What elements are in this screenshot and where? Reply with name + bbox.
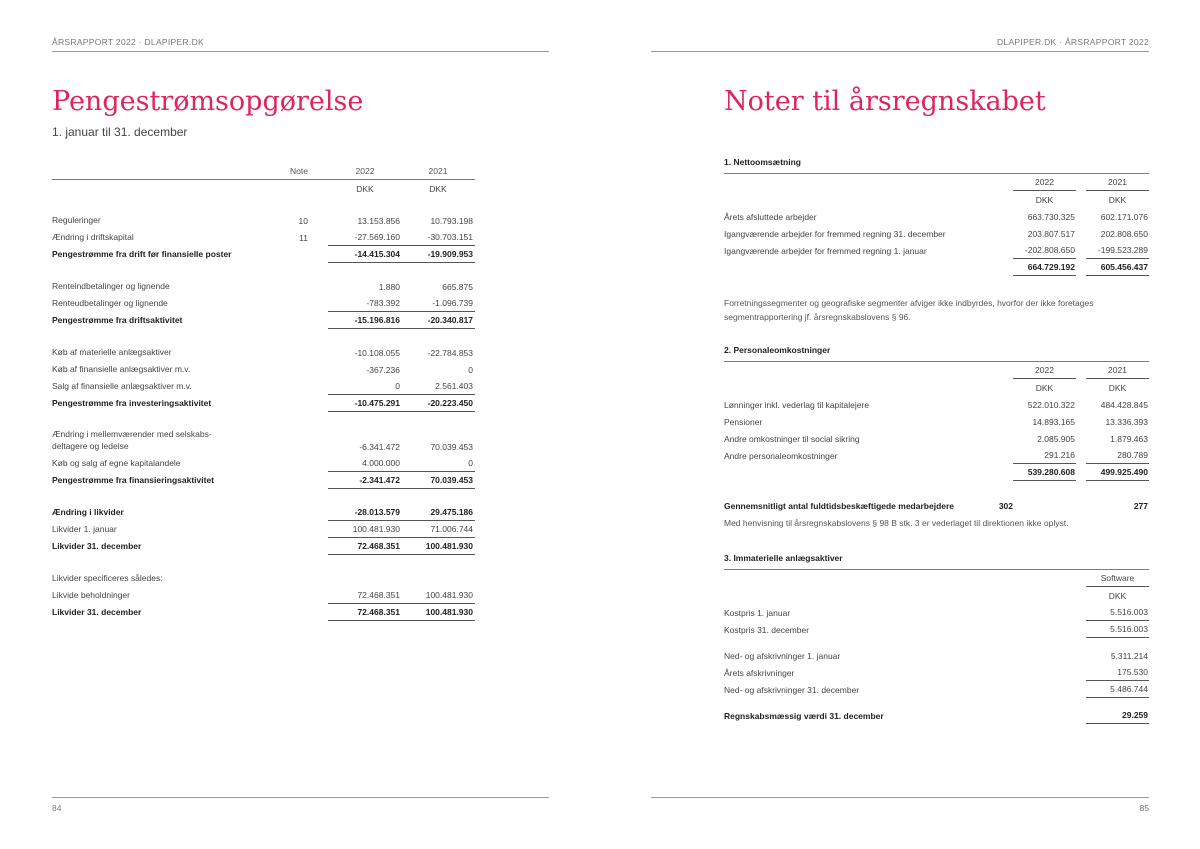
value-2021: 70.039.453 <box>430 442 473 452</box>
table-row <box>52 427 475 455</box>
software-header: Software <box>1100 573 1135 583</box>
row-label: Andre personaleomkostninger <box>724 451 838 461</box>
unit-row <box>724 587 1149 604</box>
row-label: Likvider 31. december <box>52 607 142 617</box>
row-label: Renteudbetalinger og lignende <box>52 298 168 308</box>
row-label: Igangværende arbejder for fremmed regning 1. januar <box>724 246 927 256</box>
row-label: Likvider 1. januar <box>52 524 117 534</box>
value-2021: 100.481.930 <box>425 607 473 617</box>
footer-divider <box>52 797 549 798</box>
value-2022: 522.010.322 <box>1027 400 1075 410</box>
unit-label: DKK <box>1108 195 1127 205</box>
table-row <box>52 455 475 472</box>
subtotal-row <box>52 504 475 521</box>
page-subtitle: 1. januar til 31. december <box>52 125 188 139</box>
total-row <box>724 259 1149 276</box>
note-paragraph: Med henvisning til årsregnskabslovens § 98 B stk. 3 er vederlaget til direktionen ikke oplyst. <box>724 518 1069 528</box>
row-label: Kostpris 1. januar <box>724 608 791 618</box>
table-row <box>724 396 1149 413</box>
value-2022: 13.153.856 <box>357 216 400 226</box>
table-row <box>52 570 475 587</box>
note-title: 3. Immaterielle anlægsaktiver <box>724 553 1149 570</box>
table-row <box>52 521 475 538</box>
total-row <box>724 707 1149 724</box>
row-label: Lønninger inkl. vederlag til kapitalejere <box>724 400 870 410</box>
row-label: Igangværende arbejder for fremmed regning 31. december <box>724 229 946 239</box>
header-divider <box>52 51 549 52</box>
value-2022: -27.569.160 <box>354 232 400 242</box>
value-2022: 100.481.930 <box>352 524 400 534</box>
value-2022: 2.085.905 <box>1037 434 1075 444</box>
left-page <box>52 0 549 849</box>
total-2022: 539.280.608 <box>1027 467 1075 477</box>
row-label: Køb og salg af egne kapitalandele <box>52 458 181 468</box>
row-label: Køb af materielle anlægsaktiver <box>52 347 172 357</box>
value-2022: 72.468.351 <box>357 590 400 600</box>
row-label: Ændring i driftskapital <box>52 232 134 242</box>
value-2021: -20.223.450 <box>427 398 473 408</box>
row-label: Salg af finansielle anlægsaktiver m.v. <box>52 381 192 391</box>
table-header <box>52 160 475 180</box>
table-row <box>52 295 475 312</box>
value-2021: -1.096.739 <box>432 298 473 308</box>
value-2021: 202.808.650 <box>1100 229 1148 239</box>
value-2022: -783.392 <box>366 298 400 308</box>
value-2022: -6.341.472 <box>359 442 400 452</box>
value-2022: 663.730.325 <box>1027 212 1075 222</box>
table-row <box>724 664 1149 681</box>
table-row <box>52 378 475 395</box>
value-2021: -199.523.289 <box>1097 245 1148 255</box>
value: 5.486.744 <box>1110 684 1148 694</box>
subtotal-row <box>52 312 475 329</box>
row-label: Pengestrømme fra drift før finansielle poster <box>52 249 232 259</box>
running-head: DLAPIPER.DK · ÅRSRAPPORT 2022 <box>997 37 1149 47</box>
value-2022: 72.468.351 <box>357 541 400 551</box>
note-staff-costs <box>724 345 1149 481</box>
value-2021: 71.006.744 <box>430 524 473 534</box>
total-2021: 499.925.490 <box>1100 467 1148 477</box>
value-2021: 10.793.198 <box>430 216 473 226</box>
subtotal-row <box>52 472 475 489</box>
value-2021: 280.789 <box>1117 450 1148 460</box>
year-2021-header: 2021 <box>1108 365 1127 375</box>
value-2021: -20.340.817 <box>427 315 473 325</box>
row-label: Renteindbetalinger og lignende <box>52 281 170 291</box>
value-2021: -30.703.151 <box>427 232 473 242</box>
value: 5.516.003 <box>1110 624 1148 634</box>
row-label: Likvider specificeres således: <box>52 573 163 583</box>
table-row <box>52 587 475 604</box>
table-row <box>724 242 1149 259</box>
value-2022: 0 <box>395 381 400 391</box>
value-2022: 14.893.165 <box>1032 417 1075 427</box>
unit-label: DKK <box>1035 383 1054 393</box>
row-label: Årets afskrivninger <box>724 668 795 678</box>
row-label: Køb af finansielle anlægsaktiver m.v. <box>52 364 191 374</box>
unit-label: DKK <box>1035 195 1054 205</box>
row-label: Ned- og afskrivninger 31. december <box>724 685 860 695</box>
value-2022: -10.108.055 <box>354 348 400 358</box>
value-2021: 2.561.403 <box>435 381 473 391</box>
row-label: Gennemsnitligt antal fuldtidsbeskæftigede medarbejdere <box>724 501 955 511</box>
table-row <box>52 229 475 246</box>
value-2021: -22.784.853 <box>427 348 473 358</box>
note-title: 2. Personaleomkostninger <box>724 345 1149 362</box>
table-row <box>724 430 1149 447</box>
row-label: Kostpris 31. december <box>724 625 810 635</box>
table-row <box>52 212 475 229</box>
unit-row <box>52 180 475 197</box>
unit-label: DKK <box>429 184 447 194</box>
row-label: Reguleringer <box>52 215 101 225</box>
value-2022: -14.415.304 <box>354 249 400 259</box>
value-2022: 291.216 <box>1044 450 1075 460</box>
table-row <box>724 225 1149 242</box>
page-title: Noter til årsregnskabet <box>724 86 1046 117</box>
note-revenue <box>724 157 1149 276</box>
row-label: Ændring i likvider <box>52 507 124 517</box>
unit-label: DKK <box>1108 591 1127 601</box>
value-2021: 29.475.186 <box>430 507 473 517</box>
unit-row <box>724 191 1149 208</box>
header-divider <box>651 51 1149 52</box>
column-header-row <box>724 362 1149 379</box>
row-label: Likvider 31. december <box>52 541 142 551</box>
table-row <box>724 681 1149 698</box>
total-row <box>724 464 1149 481</box>
value-2021: 602.171.076 <box>1100 212 1148 222</box>
value-2022: 4.000.000 <box>362 458 400 468</box>
unit-label: DKK <box>356 184 374 194</box>
unit-label: DKK <box>1108 383 1127 393</box>
subtotal-row <box>52 246 475 263</box>
year-2021-header: 2021 <box>428 166 448 176</box>
total-2021: 605.456.437 <box>1100 262 1148 272</box>
value-2022: 1.880 <box>378 282 400 292</box>
value-2021: 484.428.845 <box>1100 400 1148 410</box>
year-2022-header: 2022 <box>355 166 375 176</box>
table-row <box>724 604 1149 621</box>
table-row <box>52 361 475 378</box>
year-2022-header: 2022 <box>1035 365 1054 375</box>
value-2022: -202.808.650 <box>1024 245 1075 255</box>
value-2022: -15.196.816 <box>354 315 400 325</box>
unit-row <box>724 379 1149 396</box>
cash-flow-table <box>52 160 475 621</box>
value-2022: 203.807.517 <box>1027 229 1075 239</box>
page-title: Pengestrømsopgørelse <box>52 86 364 117</box>
row-label: Andre omkostninger til social sikring <box>724 434 860 444</box>
table-row <box>724 621 1149 638</box>
note-paragraph: Forretningssegmenter og geografiske segmenter afviger ikke indbyrdes, hvorfor der ikke foretages segmentrapportering jf. årsregnskabslovens § 96. <box>724 298 1094 322</box>
value-2021: 0 <box>468 458 473 468</box>
value-2021: 0 <box>468 365 473 375</box>
row-label: Likvide beholdninger <box>52 590 130 600</box>
row-label: Ændring i mellemværender med selskabs- deltagere og ledelse <box>52 429 212 451</box>
value-2021: 665.875 <box>442 282 473 292</box>
right-page <box>651 0 1149 849</box>
value-2022: -10.475.291 <box>354 398 400 408</box>
running-head: ÅRSRAPPORT 2022 · DLAPIPER.DK <box>52 37 204 47</box>
value-2021: 100.481.930 <box>425 541 473 551</box>
subtotal-row <box>52 395 475 412</box>
footer-divider <box>651 797 1149 798</box>
employees-2021: 277 <box>1133 501 1148 511</box>
page-number: 84 <box>52 803 62 813</box>
value-2021: 100.481.930 <box>425 590 473 600</box>
total-row <box>52 604 475 621</box>
row-label: Ned- og afskrivninger 1. januar <box>724 651 841 661</box>
column-header-row <box>724 174 1149 191</box>
row-label: Pensioner <box>724 417 763 427</box>
table-row <box>724 413 1149 430</box>
value-2021: 13.336.393 <box>1105 417 1148 427</box>
value: 29.259 <box>1122 710 1148 720</box>
value-2022: -28.013.579 <box>354 507 400 517</box>
value-2021: -19.909.953 <box>427 249 473 259</box>
value-2022: 72.468.351 <box>357 607 400 617</box>
row-label: Regnskabsmæssig værdi 31. december <box>724 711 884 721</box>
year-2021-header: 2021 <box>1108 177 1127 187</box>
total-row <box>52 538 475 555</box>
year-2022-header: 2022 <box>1035 177 1054 187</box>
value: 5.311.214 <box>1110 651 1148 661</box>
page-number: 85 <box>1139 803 1149 813</box>
table-row <box>724 647 1149 664</box>
row-label: Pengestrømme fra finansieringsaktivitet <box>52 475 215 485</box>
value-2022: -2.341.472 <box>359 475 400 485</box>
note-column-header: Note <box>290 166 308 176</box>
row-label: Pengestrømme fra driftsaktivitet <box>52 315 183 325</box>
value-2022: -367.236 <box>366 365 400 375</box>
note-intangible-assets <box>724 553 1149 724</box>
row-note: 11 <box>299 233 308 243</box>
row-note: 10 <box>298 216 308 226</box>
column-header-row <box>724 570 1149 587</box>
note-title: 1. Nettoomsætning <box>724 157 1149 174</box>
table-row <box>724 208 1149 225</box>
row-label: Pengestrømme fra investeringsaktivitet <box>52 398 212 408</box>
value-2021: 70.039.453 <box>430 475 473 485</box>
value-2021: 1.879.463 <box>1110 434 1148 444</box>
value: 5.516.003 <box>1110 607 1148 617</box>
total-2022: 664.729.192 <box>1027 262 1075 272</box>
row-label: Årets afsluttede arbejder <box>724 212 817 222</box>
value: 175.530 <box>1117 667 1148 677</box>
table-row <box>724 447 1149 464</box>
employees-row <box>724 497 1149 514</box>
employees-2022: 302 <box>998 501 1013 511</box>
table-row <box>52 278 475 295</box>
table-row <box>52 344 475 361</box>
